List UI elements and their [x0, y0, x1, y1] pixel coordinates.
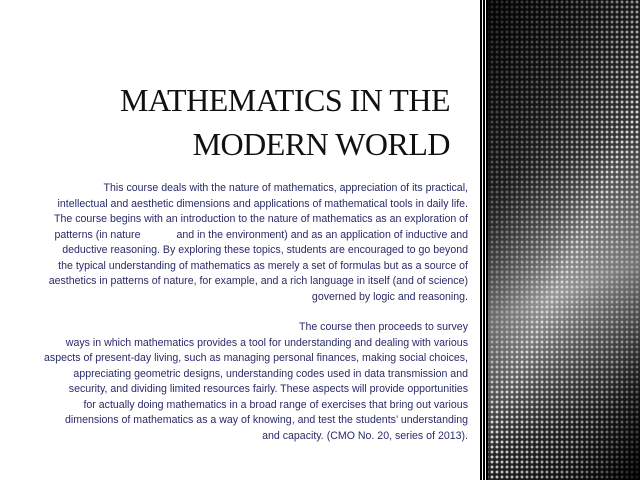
text-line: dimensions of mathematics as a way of knowing, and test the students’ understanding: [65, 414, 468, 426]
text-line: and capacity. (CMO No. 20, series of 2013).: [262, 429, 468, 442]
text-line: for actually doing mathematics in a broad range of exercises that bring out various: [83, 398, 468, 411]
course-description-paragraph: [10, 181, 468, 305]
course-survey-paragraph: [10, 320, 468, 444]
title-line-1: MATHEMATICS IN THE: [120, 82, 450, 118]
text-line: security, and dividing limited resources fairly. These aspects will provide opportunities: [68, 383, 468, 395]
decorative-stripes: [480, 0, 488, 480]
decorative-halftone-panel: [480, 0, 640, 480]
text-line: the typical understanding of mathematics as merely a set of formulas but as a source of: [58, 259, 468, 272]
text-line: ways in which mathematics provides a tool for understanding and dealing with various: [65, 336, 468, 349]
text-line: [10, 228, 468, 244]
text-line: This course deals with the nature of mathematics, appreciation of its practical,: [103, 182, 468, 194]
text-fragment: patterns (in nature: [54, 228, 141, 241]
text-fragment: and in the environment) and as an application of inductive and: [176, 228, 468, 241]
slide-title: [100, 78, 450, 166]
text-line: The course then proceeds to survey: [298, 321, 468, 333]
text-line: appreciating geometric designs, understanding codes used in data transmission and: [73, 367, 468, 380]
text-line: intellectual and aesthetic dimensions and applications of mathematical tools in daily life.: [57, 197, 468, 210]
text-line: deductive reasoning. By exploring these topics, students are encouraged to go beyond: [62, 244, 468, 256]
title-line-2: MODERN WORLD: [192, 126, 450, 162]
text-line: aspects of present-day living, such as managing personal finances, making social choices,: [44, 352, 468, 364]
text-line: aesthetics in patterns of nature, for example, and a rich language in itself (and of science): [48, 275, 468, 287]
text-line: governed by logic and reasoning.: [311, 290, 468, 303]
text-line: The course begins with an introduction to the nature of mathematics as an exploration of: [54, 213, 468, 225]
